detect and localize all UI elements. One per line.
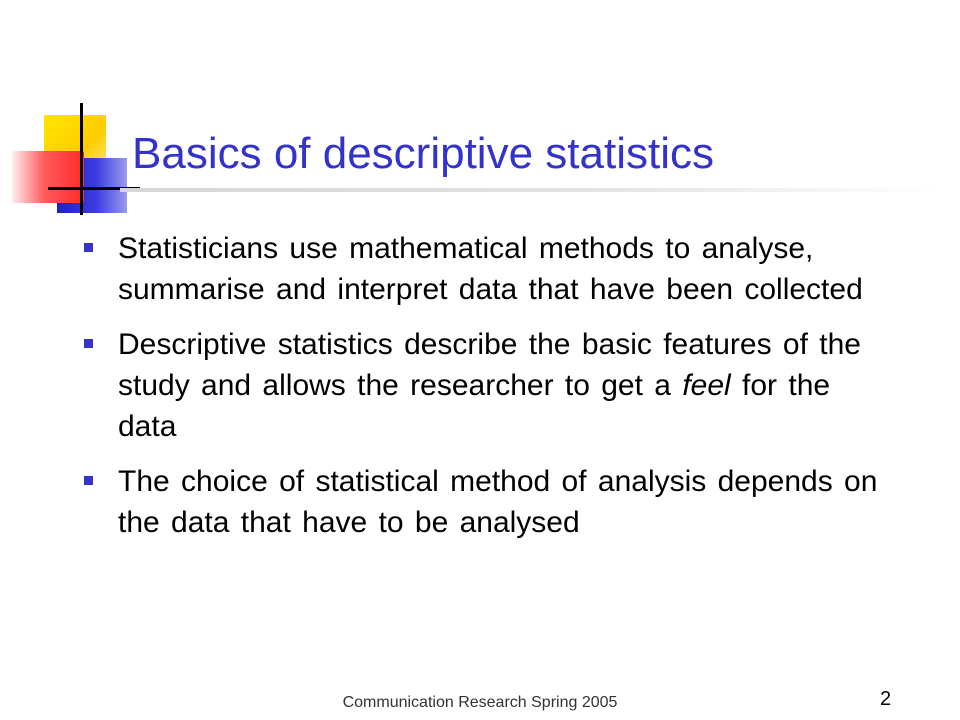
bullet-item-3 bbox=[84, 461, 884, 543]
logo-red-square bbox=[12, 151, 84, 203]
bullet-text bbox=[118, 328, 861, 443]
square-bullet-icon bbox=[84, 243, 93, 252]
bullet-text-after: for the data bbox=[118, 369, 831, 443]
square-bullet-icon bbox=[84, 476, 93, 485]
bullet-text-emphasis: feel bbox=[682, 369, 731, 402]
bullet-text: Statisticians use mathematical methods to analyse, summarise and interpret data that have been collected bbox=[118, 232, 863, 306]
title-divider bbox=[120, 188, 940, 192]
bullet-list bbox=[84, 228, 884, 557]
logo-vertical-line bbox=[80, 103, 83, 215]
bullet-item-1 bbox=[84, 228, 884, 310]
colored-squares-logo bbox=[0, 95, 140, 220]
bullet-text-before: Descriptive statistics describe the basic features of the study and allows the researcher to get a bbox=[118, 328, 861, 402]
slide-footer: Communication Research Spring 2005 bbox=[342, 694, 618, 711]
bullet-text: The choice of statistical method of analysis depends on the data that have to be analysed bbox=[118, 465, 878, 539]
page-number: 2 bbox=[880, 688, 892, 710]
slide-title: Basics of descriptive statistics bbox=[132, 129, 714, 178]
bullet-item-2 bbox=[84, 324, 884, 447]
square-bullet-icon bbox=[84, 339, 93, 348]
